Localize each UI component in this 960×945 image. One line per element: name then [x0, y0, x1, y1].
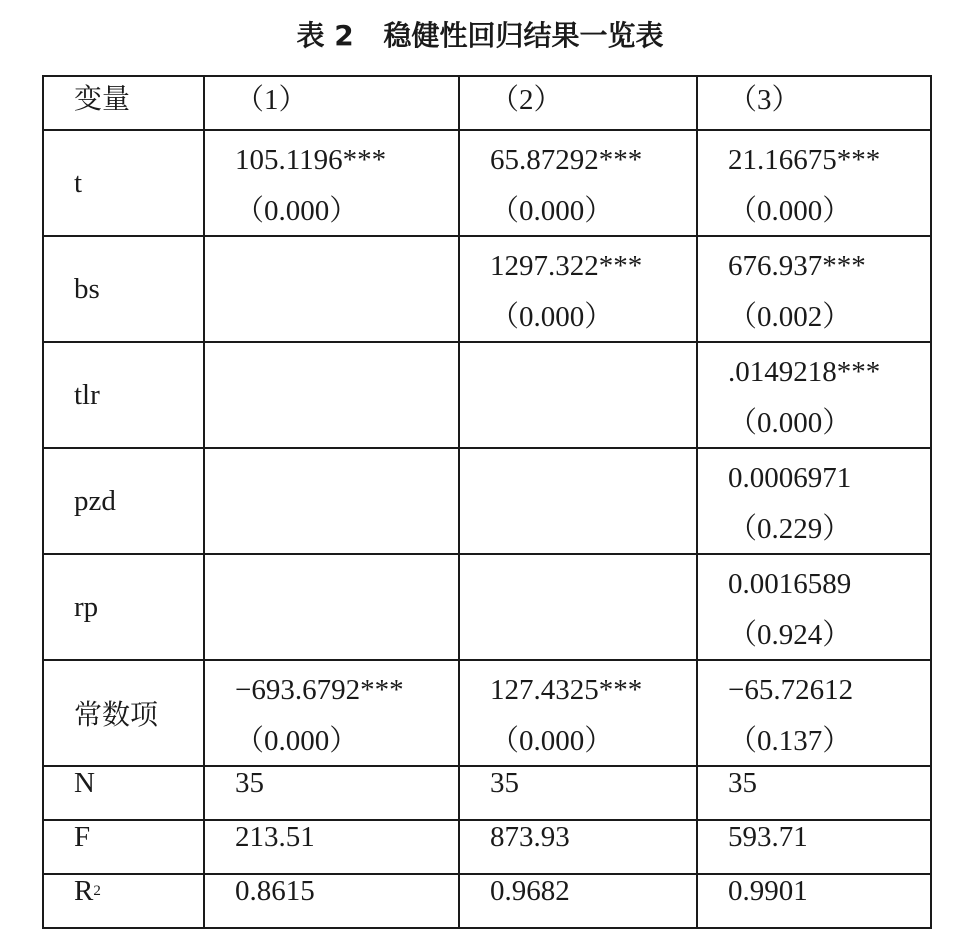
p-value: （0.002）: [728, 301, 852, 333]
table-row-constant: [43, 660, 931, 766]
stat-col-1: 35: [204, 766, 459, 820]
cell-col-1: [204, 236, 459, 342]
table-row-f: [43, 820, 931, 874]
cell-col-2: [459, 342, 697, 448]
p-value: （0.000）: [728, 195, 852, 227]
coefficient: .0149218***: [728, 356, 881, 388]
p-value: [235, 250, 458, 269]
p-value: [235, 462, 458, 481]
p-value: （0.137）: [728, 725, 852, 757]
table-row-bs: [43, 236, 931, 342]
coefficient: 21.16675***: [728, 144, 881, 176]
table-number: 表 2: [296, 19, 354, 52]
table-row-rp: [43, 554, 931, 660]
p-value: [490, 568, 696, 587]
coefficient: −65.72612: [728, 674, 854, 706]
coefficient: 0.0006971: [728, 462, 852, 494]
stat-col-2: 873.93: [459, 820, 697, 874]
stat-label: N: [43, 766, 204, 820]
table-caption: [0, 14, 960, 54]
p-value: [490, 462, 696, 481]
table-title: 稳健性回归结果一览表: [383, 19, 664, 52]
p-value: （0.000）: [728, 407, 852, 439]
cell-col-2: [459, 236, 697, 342]
table-row-pzd: [43, 448, 931, 554]
p-value: [490, 356, 696, 375]
stat-col-2: 0.9682: [459, 874, 697, 928]
coefficient: [235, 449, 458, 462]
header-col-3: （3）: [697, 76, 931, 130]
coefficient: [490, 449, 696, 462]
table-row-t: [43, 130, 931, 236]
cell-col-3: [697, 236, 931, 342]
stat-label: $R^2$: [43, 874, 204, 928]
cell-col-3: [697, 660, 931, 766]
coefficient: [490, 555, 696, 568]
coefficient: [235, 555, 458, 568]
cell-col-3: [697, 448, 931, 554]
cell-col-3: [697, 342, 931, 448]
cell-col-2: [459, 130, 697, 236]
table-row-tlr: [43, 342, 931, 448]
cell-col-2: [459, 448, 697, 554]
variable-name: bs: [43, 236, 204, 342]
superscript: 2: [93, 883, 101, 899]
p-value: （0.000）: [235, 725, 359, 757]
cell-col-3: [697, 130, 931, 236]
cell-col-1: [204, 660, 459, 766]
stat-col-3: 593.71: [697, 820, 931, 874]
p-value: [235, 356, 458, 375]
stat-col-3: 35: [697, 766, 931, 820]
p-value: （0.000）: [490, 195, 614, 227]
cell-col-1: [204, 554, 459, 660]
coefficient: 1297.322***: [490, 250, 643, 282]
header-variable: 变量: [43, 76, 204, 130]
cell-col-3: [697, 554, 931, 660]
p-value: （0.000）: [490, 725, 614, 757]
stat-label: F: [43, 820, 204, 874]
coefficient: 127.4325***: [490, 674, 643, 706]
table-row-r2: [43, 874, 931, 928]
cell-col-1: [204, 342, 459, 448]
coefficient: 65.87292***: [490, 144, 643, 176]
cell-col-1: [204, 130, 459, 236]
variable-name: t: [43, 130, 204, 236]
regression-results-table: [42, 75, 932, 929]
cell-col-2: [459, 554, 697, 660]
variable-name: 常数项: [43, 660, 204, 766]
coefficient: [490, 343, 696, 356]
variable-name: tlr: [43, 342, 204, 448]
coefficient: 105.1196***: [235, 144, 387, 176]
coefficient: 0.0016589: [728, 568, 852, 600]
coefficient: [235, 343, 458, 356]
variable-name: pzd: [43, 448, 204, 554]
header-col-2: （2）: [459, 76, 697, 130]
table-header-row: [43, 76, 931, 130]
p-value: [235, 568, 458, 587]
coefficient: [235, 237, 458, 250]
stat-col-2: 35: [459, 766, 697, 820]
stat-col-3: 0.9901: [697, 874, 931, 928]
p-value: （0.229）: [728, 513, 852, 545]
variable-name: rp: [43, 554, 204, 660]
p-value: （0.000）: [235, 195, 359, 227]
stat-col-1: 213.51: [204, 820, 459, 874]
header-col-1: （1）: [204, 76, 459, 130]
table-row-n: [43, 766, 931, 820]
cell-col-1: [204, 448, 459, 554]
p-value: （0.000）: [490, 301, 614, 333]
cell-col-2: [459, 660, 697, 766]
stat-col-1: 0.8615: [204, 874, 459, 928]
coefficient: 676.937***: [728, 250, 866, 282]
p-value: （0.924）: [728, 619, 852, 651]
coefficient: −693.6792***: [235, 674, 404, 706]
